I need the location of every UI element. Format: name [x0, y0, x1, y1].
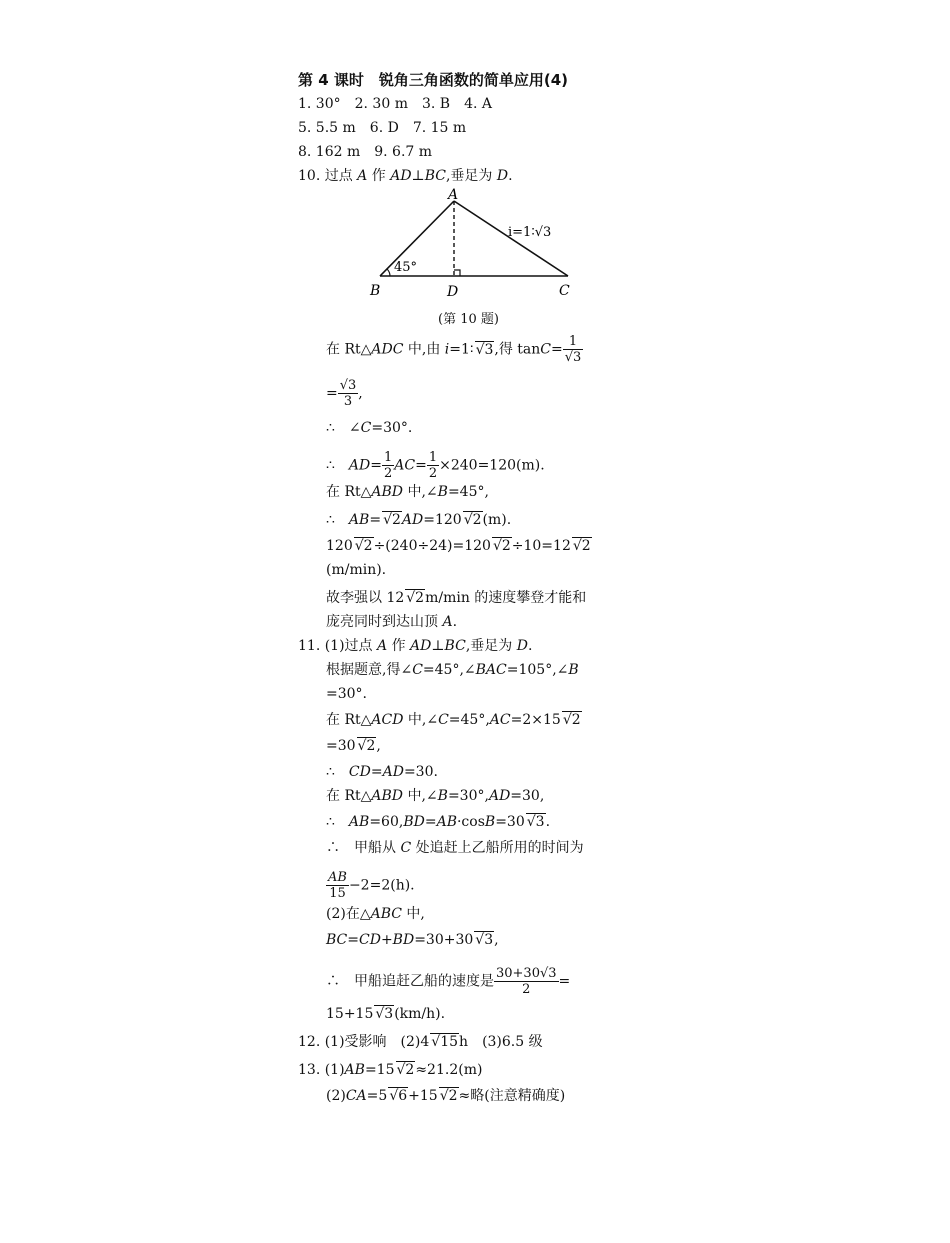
answer-line-1: 1. 30° 2. 30 m 3. B 4. A [298, 96, 492, 112]
label-d: D [447, 284, 459, 300]
q10-line-1: 10. 过点 A 作 AD⊥BC,垂足为 D. [298, 168, 513, 184]
q11-line-1: 11. (1)过点 A 作 AD⊥BC,垂足为 D. [298, 638, 533, 654]
q11-line-9: ∴ 甲船从 C 处追赶上乙船所用的时间为 [326, 840, 584, 856]
q12-line-1: 12. (1)受影响 (2)4 √15h (3)6.5 级 [298, 1034, 543, 1050]
q10-line-5: ∴ AD= $\frac{1}{2}$ AC= $\frac{1}{2}$ ×240=120(m). [326, 450, 545, 481]
q11-line-11: (2)在△ABC 中, [326, 906, 425, 922]
triangle-figure [360, 186, 590, 314]
q11-line-6: ∴ CD=AD=30. [326, 764, 438, 780]
q13-line-2: (2)CA=5 √6+15 √2≈略(注意精确度) [326, 1088, 566, 1104]
q11-line-4: 在 Rt△ACD 中,∠C=45°,AC=2×15 √2 [326, 712, 581, 728]
q10-line-4: ∴ ∠C=30°. [326, 420, 413, 436]
q10-line-8: 120 √2÷(240÷24)=120 √2÷10=12 √2 [326, 538, 591, 554]
figure-caption: (第 10 题) [438, 312, 499, 327]
label-a: A [448, 187, 459, 203]
answer-line-3: 8. 162 m 9. 6.7 m [298, 144, 433, 160]
label-c: C [559, 283, 570, 299]
q11-line-2: 根据题意,得∠C=45°,∠BAC=105°,∠B [326, 662, 579, 678]
q13-line-1: 13. (1)AB=15 √2≈21.2(m) [298, 1062, 483, 1078]
angle-arc-b [387, 269, 390, 276]
q10-line-7: ∴ AB= √2AD=120 √2(m). [326, 512, 512, 528]
angle-label: 45° [394, 260, 418, 275]
q11-line-13: ∴ 甲船追赶乙船的速度是 $\frac{30+30√3}{2}$ = [326, 966, 571, 997]
q10-line-11: 庞亮同时到达山顶 A. [326, 614, 458, 630]
slope-label: i=1∶√3 [508, 225, 552, 240]
right-angle-mark [454, 270, 460, 276]
q11-line-12: BC=CD+BD=30+30 √3, [326, 932, 499, 948]
q11-line-10: $\frac{AB}{15}$ −2=2(h). [328, 870, 415, 901]
q10-line-3: = $\frac{√3}{3}$ , [326, 378, 363, 409]
answer-line-2: 5. 5.5 m 6. D 7. 15 m [298, 120, 467, 136]
q10-line-9: (m/min). [326, 562, 387, 578]
q10-line-2: 在 Rt△ADC 中,由 i=1∶ √3,得 tanC= $\frac{1}{√3}$ [326, 334, 582, 365]
q10-line-6: 在 Rt△ABD 中,∠B=45°, [326, 484, 489, 500]
q11-line-3: =30°. [326, 686, 367, 702]
page-title: 第 4 课时 锐角三角函数的简单应用(4) [298, 71, 569, 89]
q11-line-8: ∴ AB=60,BD=AB·cosB=30 √3. [326, 814, 551, 830]
q10-line-10: 故李强以 12 √2m/min 的速度攀登才能和 [326, 590, 587, 606]
q11-line-7: 在 Rt△ABD 中,∠B=30°,AD=30, [326, 788, 545, 804]
q11-line-14: 15+15 √3(km/h). [326, 1006, 446, 1022]
q11-line-5: =30 √2, [326, 738, 381, 754]
label-b: B [370, 283, 381, 299]
